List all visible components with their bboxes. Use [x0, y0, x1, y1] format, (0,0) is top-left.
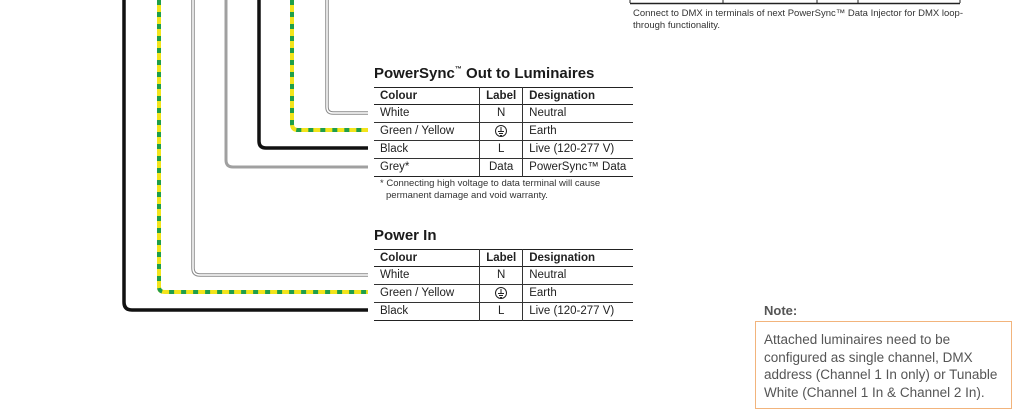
cell-colour: Green / Yellow — [380, 287, 455, 299]
cell-designation: Neutral — [529, 269, 567, 281]
powersync-out-table — [374, 87, 633, 177]
header-colour: Colour — [380, 252, 418, 264]
cell-label: Data — [480, 159, 523, 177]
power-in-title: Power In — [374, 227, 437, 244]
out-black-wire — [259, 0, 368, 148]
footnote-line-1: * Connecting high voltage to data terminal will cause — [380, 178, 601, 189]
table-row — [374, 123, 633, 141]
cell-colour: White — [380, 107, 410, 119]
header-label: Label — [480, 250, 523, 267]
cell-colour: White — [380, 269, 410, 281]
power-in-table — [374, 249, 633, 321]
cell-label — [480, 123, 523, 141]
table-row — [374, 105, 633, 123]
table-header-row — [374, 250, 633, 267]
cell-designation: Live (120-277 V) — [529, 305, 615, 317]
cell-colour: Black — [380, 305, 409, 317]
powersync-out-title — [374, 65, 594, 82]
note-label: Note: — [764, 303, 798, 318]
table-row — [374, 159, 633, 177]
cell-label: N — [480, 267, 523, 285]
title-text-rest: Out to Luminaires — [461, 65, 595, 82]
cell-label: N — [480, 105, 523, 123]
table-row — [374, 267, 633, 285]
cell-label: L — [480, 303, 523, 321]
footnote-line-2: permanent damage and void warranty. — [386, 190, 548, 201]
power-in-white-wire — [193, 0, 368, 275]
header-colour: Colour — [380, 90, 418, 102]
table-row — [374, 285, 633, 303]
cell-colour: Black — [380, 143, 409, 155]
cell-designation: Earth — [529, 287, 557, 299]
cell-colour: Grey* — [380, 161, 410, 173]
earth-ground-icon — [495, 287, 507, 299]
title-text: PowerSync — [374, 65, 455, 82]
cell-colour: Green / Yellow — [380, 125, 455, 137]
header-designation: Designation — [529, 252, 596, 264]
earth-ground-icon — [495, 125, 507, 137]
out-white-wire — [327, 0, 368, 113]
out-grey-wire — [226, 0, 368, 167]
top-table-fragment — [630, 0, 960, 4]
cell-designation: Live (120-277 V) — [529, 143, 615, 155]
warranty-footnote — [380, 178, 600, 202]
table-row — [374, 141, 633, 159]
cell-label: L — [480, 141, 523, 159]
cell-label — [480, 285, 523, 303]
note-box: Attached luminaires need to be configured as single channel, DMX address (Channel 1 In only) or Tunable White (Channel 1 In & Channel 2 In). — [755, 321, 1012, 409]
trademark: ™ — [454, 66, 462, 73]
header-designation: Designation — [529, 90, 595, 102]
cell-designation: Earth — [529, 125, 557, 137]
top-connection-note: Connect to DMX in terminals of next PowerSync™ Data Injector for DMX loop-through functionality. — [633, 8, 963, 31]
table-row — [374, 303, 633, 321]
cell-designation: PowerSync™ Data — [529, 161, 627, 173]
header-label: Label — [480, 88, 523, 105]
cell-designation: Neutral — [529, 107, 567, 119]
table-header-row — [374, 88, 633, 105]
